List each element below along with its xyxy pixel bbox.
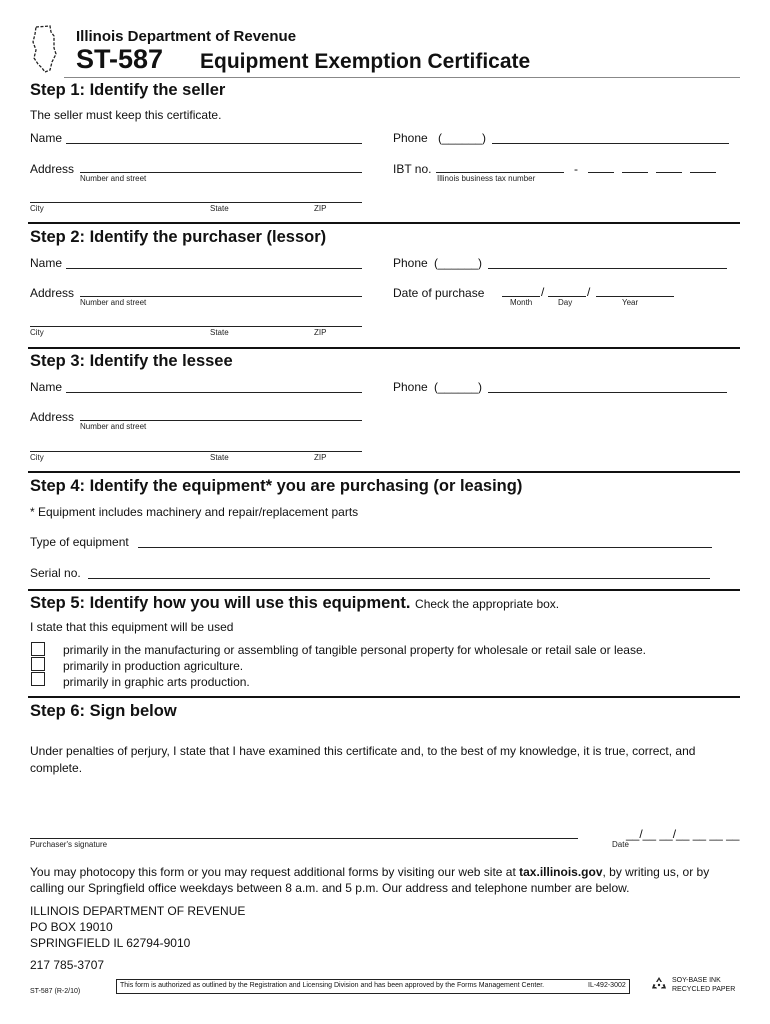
lessee-state-hint: State: [210, 453, 229, 462]
purchaser-zip-hint: ZIP: [314, 328, 327, 337]
seller-ibt-segment-4[interactable]: [690, 172, 716, 173]
lessee-street-hint: Number and street: [80, 422, 147, 431]
equipment-footnote: * Equipment includes machinery and repair/replacement parts: [30, 505, 359, 519]
seller-name-label: Name: [30, 131, 63, 145]
step5-heading-text: Step 5: Identify how you will use this equipment.: [30, 594, 411, 612]
seller-ibt-segment-2[interactable]: [622, 172, 648, 173]
serial-number-label: Serial no.: [30, 566, 81, 580]
department-name: Illinois Department of Revenue: [76, 28, 297, 45]
purchase-month-hint: Month: [510, 298, 533, 307]
illinois-state-outline-icon: [30, 24, 58, 74]
perjury-declaration-line1: Under penalties of perjury, I state that I have examined this certificate and, to the best of my knowledge, it is true, correct, and: [30, 744, 696, 758]
website-link[interactable]: tax.illinois.gov: [519, 865, 603, 879]
form-revision: ST-587 (R-2/10): [30, 988, 81, 995]
purchase-month-field[interactable]: [502, 296, 540, 297]
equipment-type-label: Type of equipment: [30, 535, 129, 549]
use-option-checkbox-manufacturing[interactable]: [31, 642, 45, 656]
step1-heading: Step 1: Identify the seller: [30, 81, 226, 99]
purchaser-street-hint: Number and street: [80, 298, 147, 307]
form-title: Equipment Exemption Certificate: [200, 50, 531, 73]
step3-divider: [28, 471, 740, 473]
signature-date-field[interactable]: __/__ __/__ __ __ __: [626, 827, 740, 841]
seller-ibt-segment-1[interactable]: [588, 172, 614, 173]
recycle-icon: [650, 975, 668, 993]
purchase-year-hint: Year: [622, 298, 639, 307]
lessee-city-hint: City: [30, 453, 44, 462]
step1-note: The seller must keep this certificate.: [30, 108, 222, 122]
purchaser-city-field[interactable]: [30, 326, 362, 327]
step3-heading: Step 3: Identify the lessee: [30, 352, 233, 370]
seller-street-field[interactable]: [80, 172, 362, 173]
serial-number-field[interactable]: [88, 578, 710, 579]
step5-heading: [30, 594, 559, 613]
lessee-street-field[interactable]: [80, 420, 362, 421]
step2-divider: [28, 347, 740, 349]
purchaser-street-field[interactable]: [80, 296, 362, 297]
purchaser-city-hint: City: [30, 328, 44, 337]
authorization-text: This form is authorized as outlined by the Registration and Licensing Division and has been approved by the Forms Management Center.: [120, 982, 545, 989]
use-statement: I state that this equipment will be used: [30, 620, 234, 634]
purchaser-name-label: Name: [30, 256, 63, 270]
mailing-address-line1: ILLINOIS DEPARTMENT OF REVENUE: [30, 904, 246, 918]
photocopy-note-line1: [30, 865, 709, 879]
department-phone: 217 785-3707: [30, 958, 105, 972]
purchaser-phone-label: Phone: [393, 256, 428, 270]
seller-zip-hint: ZIP: [314, 204, 327, 213]
ink-note-line1: SOY-BASE INK: [672, 977, 721, 984]
step2-heading: Step 2: Identify the purchaser (lessor): [30, 228, 327, 246]
use-option-label-graphic-arts: primarily in graphic arts production.: [63, 675, 250, 689]
form-code: IL-492-3002: [588, 982, 626, 989]
step6-heading: Step 6: Sign below: [30, 702, 177, 720]
purchase-year-field[interactable]: [596, 296, 674, 297]
purchase-date-label: Date of purchase: [393, 286, 485, 300]
purchaser-signature-field[interactable]: [30, 838, 578, 839]
seller-phone-field[interactable]: [492, 143, 729, 144]
step5-divider: [28, 696, 740, 698]
seller-ibt-field[interactable]: [436, 172, 564, 173]
lessee-address-label: Address: [30, 410, 75, 424]
purchaser-phone-area-code[interactable]: (______): [434, 256, 483, 270]
purchaser-signature-hint: Purchaser's signature: [30, 840, 108, 849]
step4-divider: [28, 589, 740, 591]
seller-phone-label: Phone: [393, 131, 428, 145]
purchaser-address-label: Address: [30, 286, 75, 300]
seller-ibt-label: IBT no.: [393, 162, 432, 176]
use-option-label-agriculture: primarily in production agriculture.: [63, 659, 244, 673]
seller-phone-area-code[interactable]: (______): [438, 131, 487, 145]
purchaser-name-field[interactable]: [66, 268, 362, 269]
use-option-checkbox-graphic-arts[interactable]: [31, 672, 45, 686]
step5-instruction: Check the appropriate box.: [415, 597, 560, 611]
mailing-address-line3: SPRINGFIELD IL 62794-9010: [30, 936, 191, 950]
form-number: ST-587: [76, 44, 164, 74]
seller-name-field[interactable]: [66, 143, 362, 144]
header-rule: [64, 77, 740, 78]
purchase-date-slash-2: /: [587, 285, 591, 299]
purchase-day-field[interactable]: [548, 296, 586, 297]
seller-ibt-hint: Illinois business tax number: [437, 174, 536, 183]
step1-divider: [28, 222, 740, 224]
seller-city-field[interactable]: [30, 202, 362, 203]
step4-heading: Step 4: Identify the equipment* you are purchasing (or leasing): [30, 477, 523, 495]
purchaser-phone-field[interactable]: [488, 268, 727, 269]
perjury-declaration-line2: complete.: [30, 761, 83, 775]
lessee-phone-label: Phone: [393, 380, 428, 394]
seller-address-label: Address: [30, 162, 75, 176]
purchase-day-hint: Day: [558, 298, 573, 307]
mailing-address-line2: PO BOX 19010: [30, 920, 113, 934]
purchaser-state-hint: State: [210, 328, 229, 337]
seller-street-hint: Number and street: [80, 174, 147, 183]
ink-note-line2: RECYCLED PAPER: [672, 986, 736, 993]
equipment-type-field[interactable]: [138, 547, 712, 548]
seller-ibt-segment-3[interactable]: [656, 172, 682, 173]
signature-date-hint: Date: [612, 840, 629, 849]
lessee-zip-hint: ZIP: [314, 453, 327, 462]
seller-city-hint: City: [30, 204, 44, 213]
purchase-date-slash-1: /: [541, 285, 545, 299]
photocopy-note-line2: calling our Springfield office weekdays between 8 a.m. and 5 p.m. Our address and telephone number are below.: [30, 881, 630, 895]
seller-state-hint: State: [210, 204, 229, 213]
lessee-name-field[interactable]: [66, 392, 362, 393]
use-option-label-manufacturing: primarily in the manufacturing or assembling of tangible personal property for wholesale or retail sale or lease.: [63, 643, 646, 657]
photocopy-note-text-a: You may photocopy this form or you may request additional forms by visiting our web site at: [30, 865, 516, 879]
photocopy-note-text-b: , by writing us, or by: [602, 865, 710, 879]
lessee-phone-field[interactable]: [488, 392, 727, 393]
lessee-city-field[interactable]: [30, 451, 362, 452]
use-option-checkbox-agriculture[interactable]: [31, 657, 45, 671]
lessee-name-label: Name: [30, 380, 63, 394]
seller-ibt-dash: -: [574, 162, 578, 176]
lessee-phone-area-code[interactable]: (______): [434, 380, 483, 394]
